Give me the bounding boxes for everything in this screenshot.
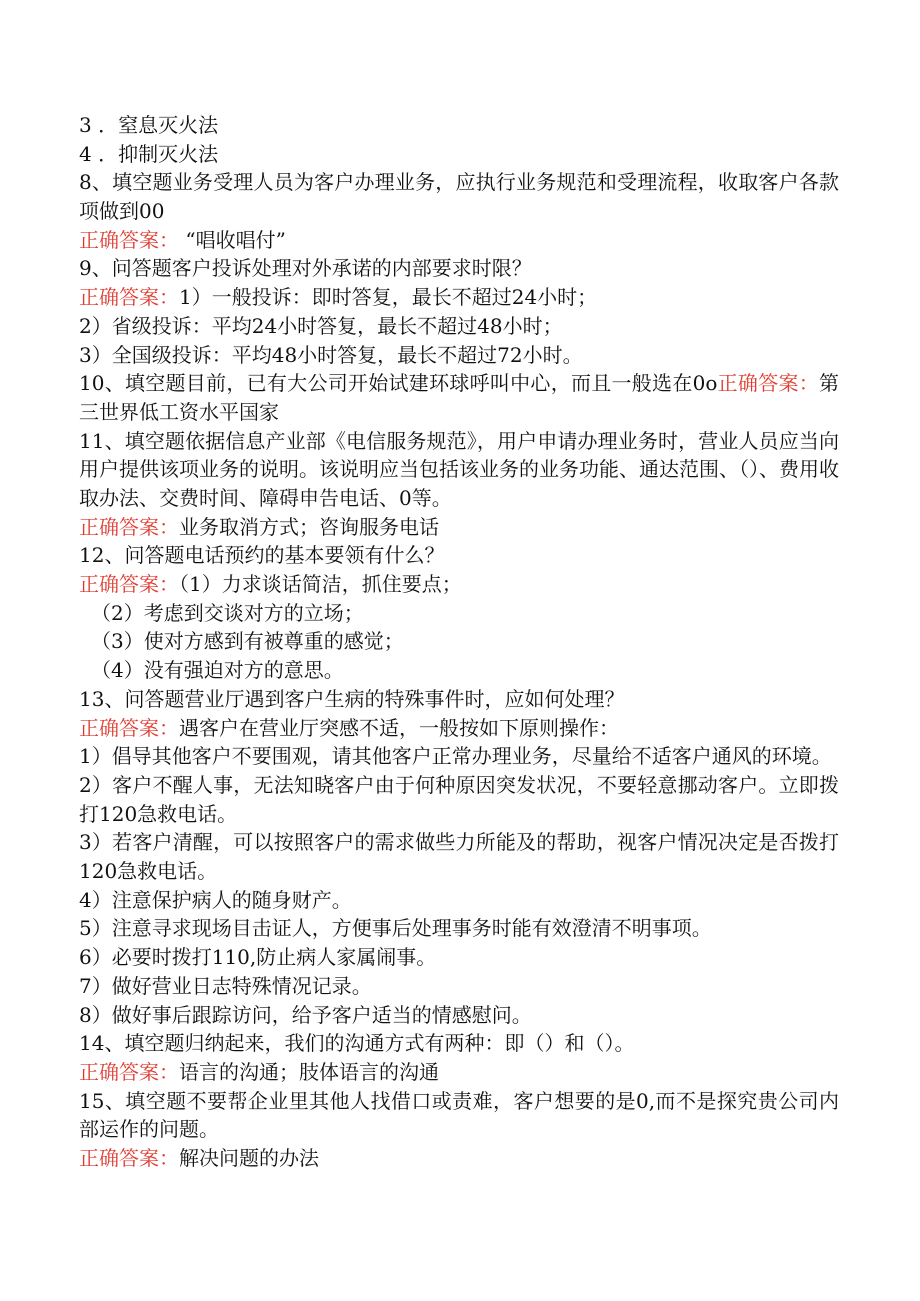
question-12: 12、问答题电话预约的基本要领有什么？ — [79, 543, 445, 568]
answer-15: 正确答案：解决问题的办法 — [79, 1145, 319, 1170]
question-9: 9、问答题客户投诉处理对外承诺的内部要求时限？ — [79, 256, 532, 281]
text-line: 1）倡导其他客户不要围观，请其他客户正常办理业务，尽量给不适客户通风的环境。 — [79, 744, 832, 769]
answer-11: 正确答案：业务取消方式；咨询服务电话 — [79, 514, 439, 539]
text-line: 4）注意保护病人的随身财产。 — [79, 887, 352, 912]
answer-12: 正确答案：（1）力求谈话简洁，抓住要点； — [79, 572, 462, 597]
text-line: 2）省级投诉：平均24小时答复，最长不超过48小时； — [79, 313, 563, 338]
question-8: 8、填空题业务受理人员为客户办理业务，应执行业务规范和受理流程，收取客户各款项做到00 — [79, 170, 839, 224]
text-line: （4）没有强迫对方的意思。 — [91, 658, 344, 683]
question-10: 10、填空题目前，已有大公司开始试建环球呼叫中心，而且一般选在0o正确答案：第三世界低工资水平国家 — [79, 371, 840, 424]
answer-14: 正确答案：语言的沟通；肢体语言的沟通 — [79, 1059, 439, 1084]
answer-label: 正确答案： — [79, 572, 179, 597]
answer-label: 正确答案： — [79, 227, 179, 252]
answer-label: 正确答案： — [79, 285, 179, 310]
answer-label: 正确答案： — [717, 371, 820, 396]
answer-9: 正确答案：1）一般投诉：即时答复，最长不超过24小时； — [79, 285, 598, 310]
text-line: 3）全国级投诉：平均48小时答复，最长不超过72小时。 — [79, 342, 583, 367]
text-line: 7）做好营业日志特殊情况记录。 — [79, 973, 372, 998]
answer-label: 正确答案： — [79, 1145, 179, 1170]
text-line: 5）注意寻求现场目击证人，方便事后处理事务时能有效澄清不明事项。 — [79, 916, 712, 941]
question-11: 11、填空题依据信息产业部《电信服务规范》，用户申请办理业务时，营业人员应当向用户提供该项业务的说明。该说明应当包括该业务的业务功能、通达范围、（）、费用收取办法、交费时间、障碍申告电话、0等。 — [79, 428, 839, 511]
answer-label: 正确答案： — [79, 514, 179, 539]
text-line: 4 ．抑制灭火法 — [79, 141, 219, 166]
text-line: （3）使对方感到有被尊重的感觉； — [91, 629, 404, 654]
document-page — [79, 111, 839, 1173]
question-13: 13、问答题营业厅遇到客户生病的特殊事件时，应如何处理？ — [79, 686, 625, 711]
answer-13: 正确答案：遇客户在营业厅突感不适，一般按如下原则操作： — [79, 715, 619, 740]
text-line: 6）必要时拨打110,防止病人家属闹事。 — [79, 945, 437, 970]
answer-label: 正确答案： — [79, 715, 179, 740]
text-line: （2）考虑到交谈对方的立场； — [91, 600, 364, 625]
text-line: 3 ．窒息灭火法 — [79, 113, 219, 137]
question-14: 14、填空题归纳起来，我们的沟通方式有两种：即（）和（）。 — [79, 1031, 635, 1056]
question-15: 15、填空题不要帮企业里其他人找借口或责难，客户想要的是0,而不是探究贵公司内部运作的问题。 — [79, 1088, 839, 1142]
text-line: 2）客户不醒人事，无法知晓客户由于何种原因突发状况，不要轻意挪动客户。立即拨打120急救电话。 — [79, 772, 839, 826]
text-line: 3）若客户清醒，可以按照客户的需求做些力所能及的帮助，视客户情况决定是否拨打120急救电话。 — [79, 830, 839, 884]
answer-label: 正确答案： — [79, 1059, 179, 1084]
answer-8: 正确答案： “唱收唱付” — [79, 227, 286, 252]
text-line: 8）做好事后跟踪访问，给予客户适当的情感慰问。 — [79, 1002, 532, 1027]
